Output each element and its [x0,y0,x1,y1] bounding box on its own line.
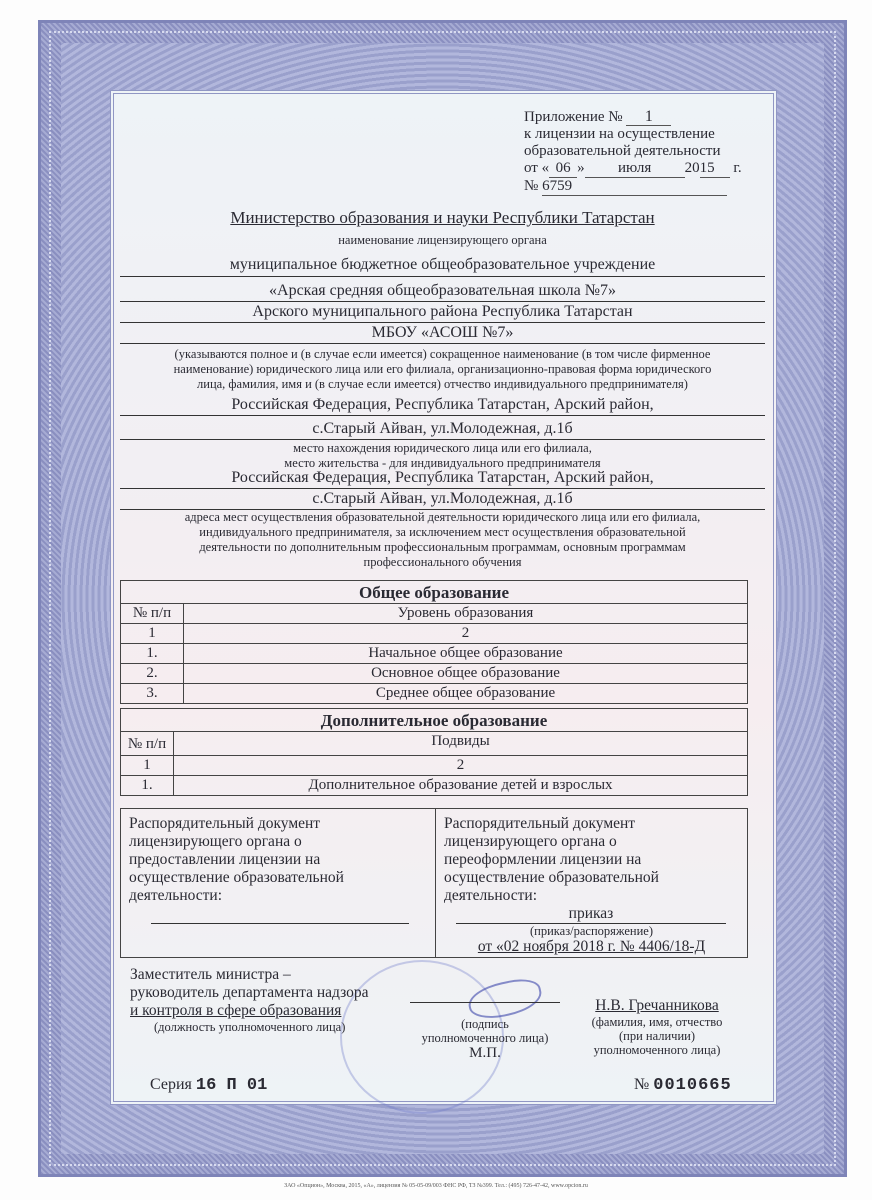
table-row [121,664,748,684]
signatory-position [130,966,369,1034]
table-row [121,756,748,776]
cell: 3. [121,684,184,704]
appendix-number: 1 [626,108,671,126]
table-title: Дополнительное образование [121,709,748,732]
appendix-label: Приложение № [524,109,623,125]
form-series [150,1076,267,1095]
appendix-header [524,108,742,196]
form-number [634,1076,732,1095]
reissue-document-box [435,808,748,958]
authority-name: Министерство образования и науки Республики Татарстан [230,208,655,227]
box-line: Распорядительный документ [444,815,636,832]
caption-line: уполномоченного лица) [421,1031,549,1045]
date-prefix: от « [524,160,550,176]
license-number: 6759 [542,178,727,196]
cell: 2 [174,756,748,776]
cell: Начальное общее образование [184,644,748,664]
cell: 1. [121,644,184,664]
header-cell: Подвиды [174,732,748,756]
caption-line: место нахождения юридического лица или его филиала, [293,441,592,455]
organization-line: Арского муниципального района Республика Татарстан [252,303,633,320]
license-label: № [524,178,539,194]
location-caption [120,441,765,471]
issuance-document-box [120,808,436,958]
location-line: Российская Федерация, Республика Татарстан, Арский район, [231,396,654,413]
caption-line: (указываются полное и (в случае если имеется) сокращенное наименование (в том числе фирменное [174,347,711,361]
year-suffix: 15 [700,160,730,178]
caption-line: (подпись [461,1017,509,1031]
activity-address-caption [120,510,765,570]
box-line: осуществление образовательной [129,869,344,886]
cell: 2. [121,664,184,684]
additional-education-table [120,708,748,796]
box-line: лицензирующего органа о [129,833,302,850]
general-education-table [120,580,748,704]
date-day: 06 [549,160,577,178]
series-value: 16 П 01 [195,1076,268,1095]
table-title: Общее образование [121,581,748,604]
table-row [121,644,748,664]
cell: 1 [121,624,184,644]
organization-line: «Арская средняя общеобразовательная школа №7» [269,282,616,299]
stamp-place: М.П. [469,1045,501,1061]
document-type-caption: (приказ/распоряжение) [529,924,654,938]
caption-line: профессионального обучения [363,555,522,569]
location-line: с.Старый Айван, ул.Молодежная, д.1б [312,420,573,437]
cell: 2 [184,624,748,644]
table-header [121,604,748,624]
box-line: лицензирующего органа о [444,833,617,850]
table-row [121,684,748,704]
document-type: приказ [456,905,726,924]
appendix-line: образовательной деятельности [524,143,721,159]
signatory-name: Н.В. Гречанникова [595,997,719,1014]
table-header [121,732,748,756]
position-caption: (должность уполномоченного лица) [154,1020,346,1034]
authority-caption: наименование лицензирующего органа [338,233,547,247]
caption-line: (фамилия, имя, отчество [591,1015,723,1029]
date-month: июля [585,160,685,178]
appendix-line: к лицензии на осуществление [524,126,715,142]
caption-line: лица, фамилия, имя и (в случае если имеется) отчество индивидуального предпринимателя) [197,377,688,391]
header-cell: № п/п [121,732,174,756]
cell: 1. [121,776,174,796]
number-value: 0010665 [653,1076,732,1095]
number-label: № [634,1076,650,1093]
caption-line: (при наличии) [618,1029,696,1043]
caption-line: уполномоченного лица) [593,1043,721,1057]
organization-caption [120,347,765,392]
header-cell: Уровень образования [184,604,748,624]
printer-imprint: ЗАО «Опцион», Москва, 2015, «А», лицензия № 05-05-09/003 ФНС РФ, ТЗ №399. Тел.: (495) 726-47-42, www.opcion.ru [284,1183,588,1189]
header-cell: № п/п [121,604,184,624]
cell: 1 [121,756,174,776]
box-line: деятельности: [444,887,538,904]
box-line: переоформлении лицензии на [444,851,642,868]
activity-address-line: с.Старый Айван, ул.Молодежная, д.1б [312,490,573,507]
organization-line: МБОУ «АСОШ №7» [371,324,514,341]
series-label: Серия [150,1076,192,1093]
year-prefix: 20 [684,160,700,176]
cell: Основное общее образование [184,664,748,684]
activity-address-line: Российская Федерация, Республика Татарстан, Арский район, [231,469,654,486]
organization-line: муниципальное бюджетное общеобразовательное учреждение [229,256,656,273]
year-end: г. [733,160,742,176]
position-line: Заместитель министра – [130,966,291,983]
cell: Среднее общее образование [184,684,748,704]
box-line: осуществление образовательной [444,869,659,886]
signature-caption [400,1017,570,1061]
table-row [121,624,748,644]
position-line: руководитель департамента надзора [130,984,369,1001]
box-line: предоставлении лицензии на [129,851,321,868]
table-row [121,776,748,796]
box-line: деятельности: [129,887,223,904]
caption-line: деятельности по дополнительным профессиональным программам, основным программам [199,540,686,554]
position-line: и контроля в сфере образования [130,1002,342,1019]
caption-line: место жительства - для индивидуального предпринимателя [284,456,601,470]
caption-line: наименование) юридического лица или его филиала, организационно-правовая форма юридического [173,362,712,376]
date-sep: » [577,160,585,176]
caption-line: адреса мест осуществления образовательной деятельности юридического лица или его филиала, [184,510,701,524]
caption-line: индивидуального предпринимателя, за исключением мест осуществления образовательной [199,525,686,539]
box-line: Распорядительный документ [129,815,321,832]
signatory-name-block [572,997,742,1057]
cell: Дополнительное образование детей и взрослых [174,776,748,796]
document-date-number: от «02 ноября 2018 г. № 4406/18-Д [477,938,706,955]
